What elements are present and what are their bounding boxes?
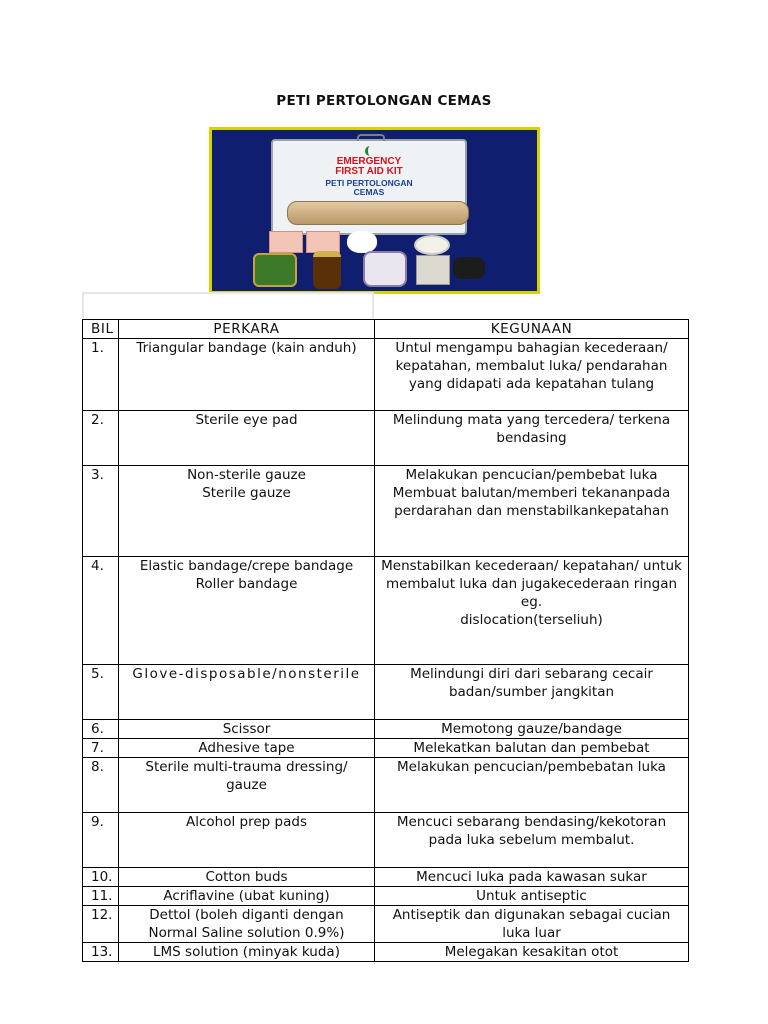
table-row: [83, 720, 689, 739]
item-usage: Menstabilkan kecederaan/ kepatahan/ untuk membalut luka dan jugakecederaan ringan eg. dislocation(terseliuh): [375, 557, 689, 665]
row-number: 7.: [83, 739, 119, 758]
item-name: Sterile multi-trauma dressing/ gauze: [119, 758, 375, 813]
table-row: [83, 943, 689, 962]
item-name: Elastic bandage/crepe bandage Roller bandage: [119, 557, 375, 665]
item-name: Cotton buds: [119, 868, 375, 887]
page-title: PETI PERTOLONGAN CEMAS: [276, 93, 492, 109]
table-row: [83, 665, 689, 720]
item-name: Glove-disposable/nonsterile: [119, 665, 375, 720]
row-number: 6.: [83, 720, 119, 739]
item-name: Dettol (boleh diganti dengan Normal Saline solution 0.9%): [119, 906, 375, 943]
item-name: Adhesive tape: [119, 739, 375, 758]
item-name: Acriflavine (ubat kuning): [119, 887, 375, 906]
row-number: 4.: [83, 557, 119, 665]
table-row: [83, 887, 689, 906]
row-number: 8.: [83, 758, 119, 813]
kit-label-emergency: EMERGENCY FIRST AID KIT: [335, 156, 403, 177]
header-bil: BIL: [83, 320, 119, 339]
table-row: [83, 339, 689, 411]
table-row: [83, 868, 689, 887]
table-row: [83, 411, 689, 466]
item-usage: Untul mengampu bahagian kecederaan/ kepatahan, membalut luka/ pendarahan yang didapati ada kepatahan tulang: [375, 339, 689, 411]
row-number: 13.: [83, 943, 119, 962]
item-usage: Melindung mata yang tercedera/ terkena bendasing: [375, 411, 689, 466]
item-usage: Untuk antiseptic: [375, 887, 689, 906]
photo-frame: [209, 127, 540, 294]
row-number: 2.: [83, 411, 119, 466]
table-row: [83, 739, 689, 758]
item-usage: Melindungi diri dari sebarang cecair badan/sumber jangkitan: [375, 665, 689, 720]
item-name: Triangular bandage (kain anduh): [119, 339, 375, 411]
item-usage: Mencuci sebarang bendasing/kekotoran pada luka sebelum membalut.: [375, 813, 689, 868]
item-usage: Melakukan pencucian/pembebatan luka: [375, 758, 689, 813]
item-usage: Antiseptik dan digunakan sebagai cucian luka luar: [375, 906, 689, 943]
row-number: 11.: [83, 887, 119, 906]
row-number: 1.: [83, 339, 119, 411]
first-aid-items-table: [82, 319, 689, 962]
item-usage: Mencuci luka pada kawasan sukar: [375, 868, 689, 887]
item-usage: Melakukan pencucian/pembebat luka Membuat balutan/memberi tekananpada perdarahan dan menstabilkankepatahan: [375, 466, 689, 557]
item-usage: Memotong gauze/bandage: [375, 720, 689, 739]
table-row: [83, 906, 689, 943]
row-number: 9.: [83, 813, 119, 868]
item-usage: Melegakan kesakitan otot: [375, 943, 689, 962]
header-perkara: PERKARA: [119, 320, 375, 339]
table-row: [83, 758, 689, 813]
faint-box-outline: [82, 292, 374, 318]
item-name: LMS solution (minyak kuda): [119, 943, 375, 962]
row-number: 10.: [83, 868, 119, 887]
item-name: Alcohol prep pads: [119, 813, 375, 868]
item-usage: Melekatkan balutan dan pembebat: [375, 739, 689, 758]
table-row: [83, 557, 689, 665]
table-header-row: [83, 320, 689, 339]
item-name: Sterile eye pad: [119, 411, 375, 466]
table-row: [83, 813, 689, 868]
first-aid-kit-photo: [209, 127, 540, 294]
item-name: Scissor: [119, 720, 375, 739]
kit-label-malay: PETI PERTOLONGAN CEMAS: [325, 178, 413, 197]
header-kegunaan: KEGUNAAN: [375, 320, 689, 339]
row-number: 12.: [83, 906, 119, 943]
row-number: 3.: [83, 466, 119, 557]
table-row: [83, 466, 689, 557]
row-number: 5.: [83, 665, 119, 720]
item-name: Non-sterile gauze Sterile gauze: [119, 466, 375, 557]
